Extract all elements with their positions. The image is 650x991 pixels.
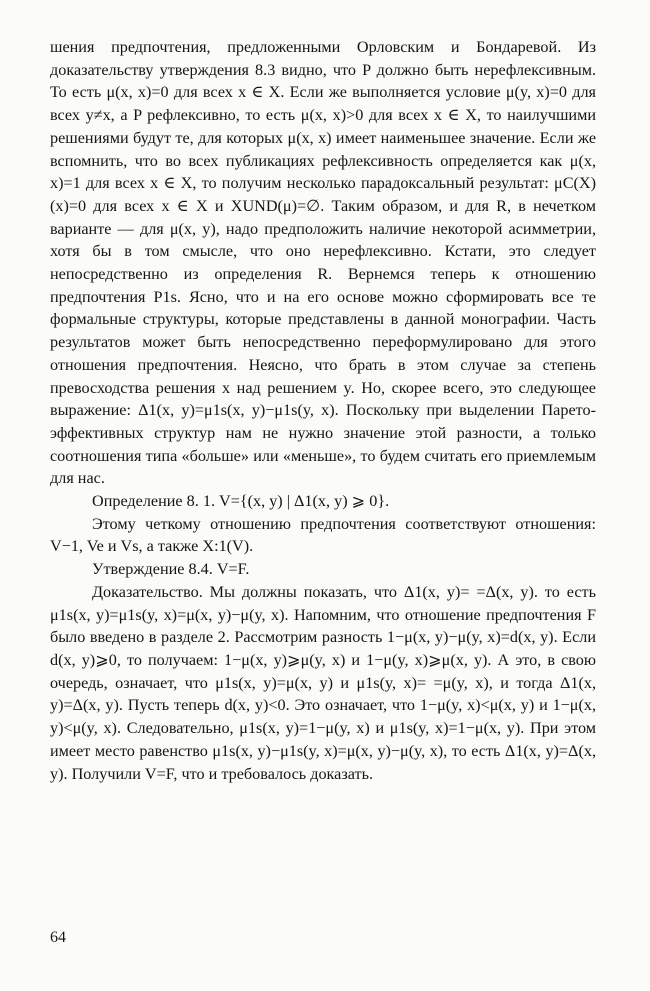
proof-paragraph: Доказательство. Мы должны показать, что Δ1(x, y)= =Δ(x, y). то есть μ1s(x, y)=μ1s(y, x)=μ(x, y)−μ(y, x). Напомним, что отношение предпочтения F было введено в разделе 2. Рассмотрим разность 1−μ(x, y)−μ(y, x)=d(x, y). Если d(x, y)⩾0, то получаем: 1−μ(x, y)⩾μ(y, x) и 1−μ(y, x)⩾μ(x, y). А это, в свою очередь, означает, что μ1s(x, y)=μ(x, y) и μ1s(y, x)= =μ(y, x), и тогда Δ1(x, y)=Δ(x, y). Пусть теперь d(x, y)<0. Это означает, что 1−μ(y, x)<μ(x, y) и 1−μ(x, y)<μ(y, x). Следовательно, μ1s(x, y)=1−μ(y, x) и μ1s(y, x)=1−μ(x, y). При этом имеет место равенство μ1s(x, y)−μ1s(y, x)=μ(x, y)−μ(y, x), то есть Δ1(x, y)=Δ(x, y). Получили V=F, что и требовалось доказать. bbox=[50, 582, 596, 783]
relations-paragraph: Этому четкому отношению предпочтения соответствуют отношения: V−1, Ve и Vs, а также X:1(V). bbox=[50, 514, 596, 556]
statement-8-4: Утверждение 8.4. V=F. bbox=[92, 560, 250, 579]
paragraph-preference-discussion: шения предпочтения, предложенными Орловским и Бондаревой. Из доказательству утверждения 8.3 видно, что P должно быть нерефлексивным. То есть μ(x, x)=0 для всех x ∈ X. Если же выполняется условие μ(y, x)=0 для всех y≠x, а P рефлексивно, то есть μ(x, x)>0 для всех x ∈ X, то наилучшими решениями будут те, для которых μ(x, x) имеет наименьшее значение. Если же вспомнить, что во всех публикациях рефлексивность определяется как μ(x, x)=1 для всех x ∈ X, то получим несколько парадоксальный результат: μC(X)(x)=0 для всех x ∈ X и XUND(μ)=∅. Таким образом, и для R, в нечетком варианте — для μ(x, y), надо предположить наличие некоторой асимметрии, хотя бы в том смысле, что оно нерефлексивно. Кстати, это следует непосредственно из определения R. Вернемся теперь к отношению предпочтения P1s. Ясно, что и на его основе можно сформировать все те формальные структуры, которые представлены в данной монографии. Часть результатов может быть непосредственно переформулировано для этого отношения предпочтения. Неясно, что брать в этом случае за степень превосходства решения x над решением y. Но, скорее всего, это следующее выражение: Δ1(x, y)=μ1s(x, y)−μ1s(y, x). Поскольку при выделении Парето-эффективных структур нам не нужно значение этой разности, а только соотношения типа «больше» или «меньше», то будем считать его приемлемым для нас. bbox=[50, 38, 596, 488]
page-number: 64 bbox=[50, 929, 66, 946]
page-text bbox=[50, 36, 596, 785]
definition-8-1: Определение 8. 1. V={(x, y) | Δ1(x, y) ⩾ 0}. bbox=[92, 492, 390, 511]
